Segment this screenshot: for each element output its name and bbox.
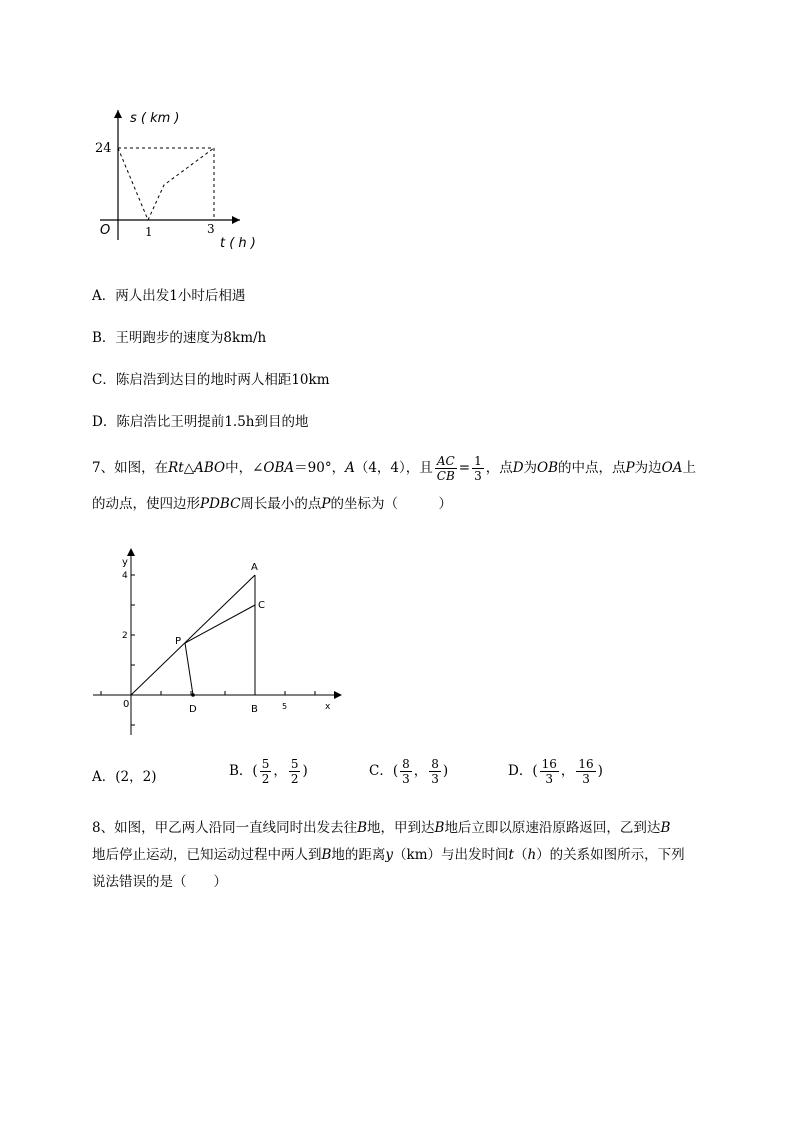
label-p: P — [175, 636, 182, 647]
q6-option-c: C．陈启浩到达目的地时两人相距10km — [92, 372, 330, 388]
q7-text: 为边 — [634, 460, 662, 476]
q7-text: 上 — [682, 460, 696, 476]
q7-p: P — [625, 460, 635, 476]
segment-oa — [131, 575, 255, 695]
label-a: A — [251, 562, 258, 573]
q7-text: 的动点，使四边形 — [92, 496, 200, 512]
point-d — [191, 693, 195, 697]
q7-option-a: A．(2，2) — [92, 769, 157, 785]
q7-options — [92, 757, 652, 793]
x-tick-1: 1 — [145, 225, 153, 239]
q7-text: （4，4），且 — [354, 460, 433, 476]
q6-option-d: D．陈启浩比王明提前1.5h到目的地 — [92, 414, 309, 430]
label-c: C — [258, 600, 265, 611]
y-ticks — [131, 575, 135, 725]
q7-rt: Rt — [168, 460, 184, 476]
q7-ob: OB — [537, 460, 559, 476]
q7-option-d: D．( $\frac{16}{3}$ ， $\frac{16}{3}$ ) — [508, 757, 603, 786]
y-tick-24: 24 — [95, 141, 112, 156]
q7-text: 中，∠ — [225, 460, 264, 476]
y-axis-arrow — [127, 548, 135, 556]
q7-p2: P — [321, 496, 331, 512]
segment-pd — [185, 643, 193, 695]
q7-text: ＝90°， — [294, 460, 346, 476]
x-axis-label: x — [325, 702, 331, 712]
q7-oba: OBA — [263, 460, 295, 476]
q8-stem-line1: 8、如图，甲乙两人沿同一直线同时出发去往B地，甲到达B地后立即以原速沿原路返回，乙到达B — [92, 820, 671, 836]
q8-stem-line3: 说法错误的是（ ） — [92, 874, 227, 890]
q7-text: 7、如图，在 — [92, 460, 169, 476]
x-tick-3: 3 — [207, 222, 215, 236]
y-axis-arrow — [114, 110, 122, 118]
label-d: D — [189, 704, 197, 715]
q7-text: 的中点，点 — [558, 460, 626, 476]
q7-text: 周长最小的点 — [240, 496, 322, 512]
q7-pdbc: PDBC — [200, 496, 241, 512]
q7-text: 的坐标为（ ） — [330, 496, 453, 512]
q7-one-third-fraction: $\frac{1}{3}$ — [474, 454, 482, 483]
distance-time-graph — [90, 105, 280, 255]
q7-stem-line1 — [92, 450, 696, 486]
origin-label: 0 — [123, 699, 130, 710]
q7-a: A — [345, 460, 355, 476]
origin-label: O — [100, 223, 111, 238]
q8-stem-line2: 地后停止运动，已知运动过程中两人到B地的距离y（km）与出发时间t（h）的关系如图所示，下列 — [92, 847, 685, 863]
q7-text: = — [458, 460, 471, 476]
dashed-v-path — [118, 148, 214, 220]
label-b: B — [251, 704, 258, 715]
q7-triangle: △ — [183, 460, 195, 476]
segment-pc — [185, 605, 255, 643]
q7-oa: OA — [661, 460, 683, 476]
y-axis-label: s ( km ) — [130, 111, 180, 126]
x-axis-label: t ( h ) — [220, 236, 256, 251]
q7-option-c: C．( $\frac{8}{3}$ ， $\frac{8}{3}$ ) — [369, 757, 449, 786]
tick-4: 4 — [122, 571, 128, 581]
q7-text: ，点 — [485, 460, 513, 476]
x-axis-arrow — [232, 216, 240, 224]
q7-ac-cb-fraction: $\frac{AC}{CB}$ — [436, 454, 455, 483]
q6-option-a: A．两人出发1小时后相遇 — [92, 288, 246, 304]
q7-abo: ABO — [194, 460, 226, 476]
tick-5: 5 — [282, 702, 288, 711]
q6-option-b: B．王明跑步的速度为8km/h — [92, 330, 267, 346]
tick-2: 2 — [122, 631, 128, 641]
q7-text: 为 — [523, 460, 538, 476]
y-axis-label: y — [122, 557, 128, 568]
q7-option-b: B．( $\frac{5}{2}$ ， $\frac{5}{2}$ ) — [229, 757, 308, 786]
x-axis-arrow — [334, 691, 342, 699]
q7-stem-line2 — [92, 492, 452, 512]
q7-d: D — [512, 460, 524, 476]
coordinate-figure — [85, 545, 355, 745]
